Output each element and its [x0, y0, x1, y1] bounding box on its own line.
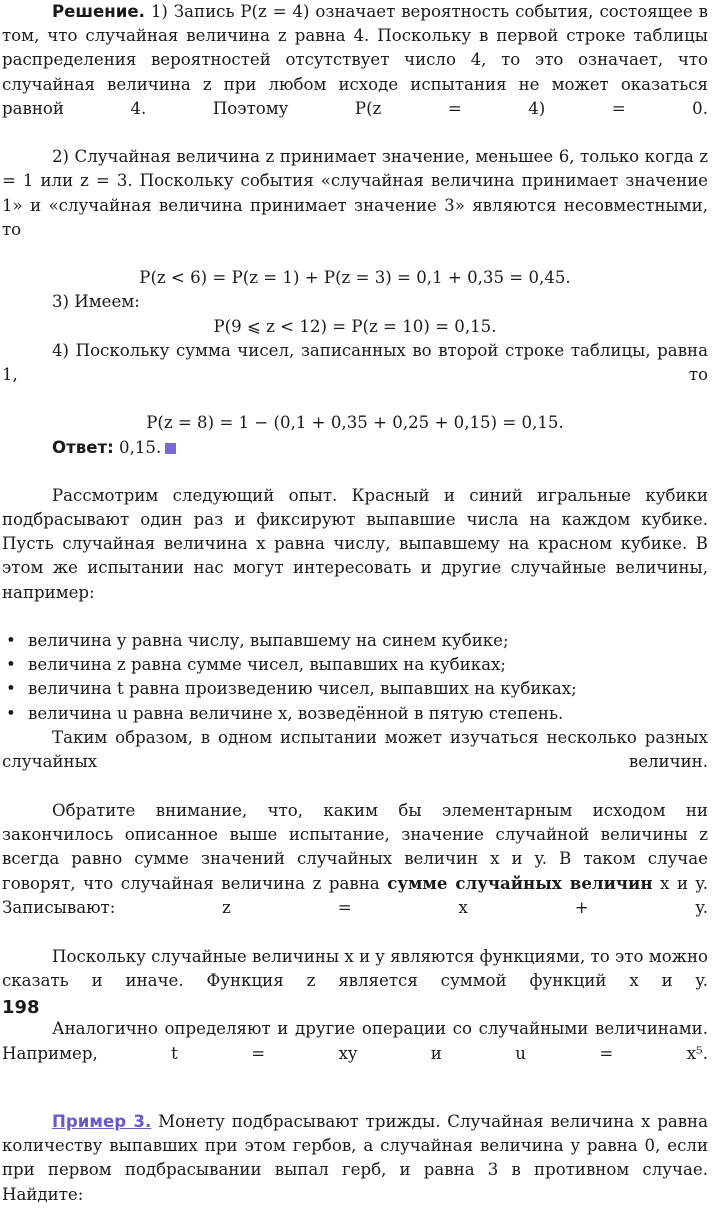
solution-paragraph-3: 3) Имеем:: [52, 292, 140, 312]
end-of-solution-square-icon: [165, 443, 176, 454]
list-item: • величина u равна величине x, возведённой в пятую степень.: [28, 702, 708, 726]
list-item: • величина z равна сумме чисел, выпавших на кубиках;: [28, 653, 708, 677]
solution-text-1: 1) Запись P(z = 4) означает вероятность события, состоящее в том, что случайная величина z равна 4. Поскольку в первой строке таблицы распределения вероятностей отсутствует число 4, то это означает, что случайная величина z при любом исходе испытания не может оказаться равной 4. Поэтому P(z = 4) = 0.: [2, 2, 708, 118]
spacer: [2, 460, 708, 484]
solution-label: Решение.: [52, 2, 145, 21]
intro-paragraph: Рассмотрим следующий опыт. Красный и синий игральные кубики подбрасывают один раз и фиксируют выпавшие числа на каждом кубике. Пусть случайная величина x равна числу, выпавшему на красном кубике. В этом же испытании нас могут интересовать и другие случайные величины, например:: [2, 485, 708, 602]
page-number: 198: [2, 997, 40, 1018]
attention-text-2: x и y. Записывают: z = x + y.: [2, 874, 709, 918]
page-body: [2, 0, 708, 1231]
solution-paragraph-2: 2) Случайная величина z принимает значение, меньшее 6, только когда z = 1 или z = 3. Поскольку события «случайная величина принимает значение 1» и «случайная величина принимает значение 3» являются несовместными, то: [2, 147, 708, 239]
random-variables-list: [2, 629, 708, 726]
sum-of-random-variables-term: сумме случайных величин: [387, 873, 653, 894]
equation-3: P(9 ⩽ z < 12) = P(z = 10) = 0,15.: [213, 316, 497, 336]
answer-value: 0,15.: [113, 437, 162, 457]
spacer: [2, 1090, 708, 1110]
solution-paragraph-1: [2, 0, 708, 145]
equation-4: P(z = 8) = 1 − (0,1 + 0,35 + 0,25 + 0,15) = 0,15.: [146, 413, 564, 433]
list-item: • величина y равна числу, выпавшему на синем кубике;: [28, 629, 708, 653]
solution-paragraph-4: 4) Поскольку сумма чисел, записанных во второй строке таблицы, равна 1, то: [2, 340, 708, 385]
answer-label: Ответ:: [52, 437, 114, 457]
answer-line: [2, 436, 708, 460]
similar-operations-paragraph: Аналогично определяют и другие операции со случайными величинами. Например, t = xy и u = x⁵.: [2, 1019, 708, 1063]
equation-2: P(z < 6) = P(z = 1) + P(z = 3) = 0,1 + 0,35 = 0,45.: [139, 268, 571, 288]
thus-paragraph: Таким образом, в одном испытании может изучаться несколько разных случайных величин.: [2, 727, 708, 772]
example-text: Монету подбрасывают трижды. Случайная величина x равна количеству выпавших при этом гербов, а случайная величина y равна 0, если при первом подбрасывании выпал герб, и равна 3 в противном случае. Найдите:: [2, 1111, 709, 1204]
functions-paragraph: Поскольку случайные величины x и y являются функциями, то это можно сказать и иначе. Функция z является суммой функций x и y.: [2, 946, 708, 990]
example-paragraph: [2, 1110, 708, 1231]
example-3-link[interactable]: Пример 3.: [52, 1111, 152, 1131]
attention-text-1: Обратите внимание, что, каким бы элементарным исходом ни закончилось описанное выше испытание, значение случайной величины z всегда равно сумме значений случайных величин x и y. В таком случае говорят, что случайная величина z равна: [2, 800, 708, 894]
attention-paragraph: [2, 799, 708, 945]
list-item: • величина t равна произведению чисел, выпавших на кубиках;: [28, 677, 708, 701]
